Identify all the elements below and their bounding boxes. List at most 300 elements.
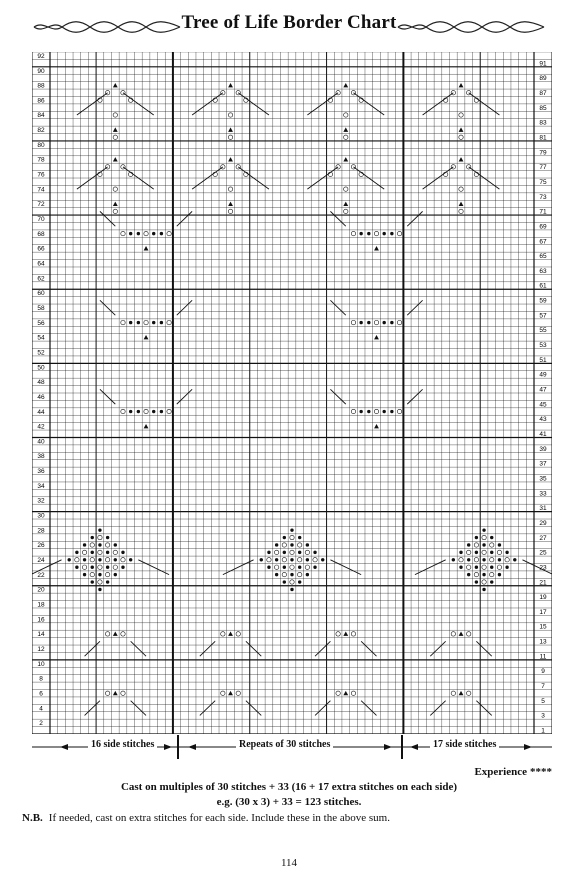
yarn-over-symbol — [482, 535, 486, 539]
cable-line-symbol — [100, 300, 115, 315]
cable-line-symbol — [100, 389, 115, 404]
decrease-symbol — [228, 157, 233, 161]
arrow-left-icon — [188, 744, 196, 750]
row-number-right: 25 — [539, 549, 547, 557]
yarn-over-symbol — [167, 231, 171, 235]
decrease-symbol — [374, 335, 379, 339]
yarn-over-symbol — [121, 691, 125, 695]
yarn-over-symbol — [105, 632, 109, 636]
row-number-right: 23 — [539, 564, 547, 572]
yarn-over-symbol — [374, 320, 378, 324]
row-number-left: 58 — [37, 304, 45, 312]
yarn-over-symbol — [482, 565, 486, 569]
yarn-over-symbol — [144, 231, 148, 235]
experience-rating — [474, 766, 552, 778]
decrease-symbol — [228, 632, 233, 636]
row-number-left: 4 — [39, 705, 43, 713]
bobble-stitch-symbol — [475, 581, 478, 584]
row-number-right: 31 — [539, 505, 547, 513]
yarn-over-symbol — [221, 632, 225, 636]
yarn-over-symbol — [497, 565, 501, 569]
bobble-stitch-symbol — [467, 558, 470, 561]
bobble-stitch-symbol — [137, 410, 140, 413]
yarn-over-symbol — [228, 135, 232, 139]
yarn-over-symbol — [228, 113, 232, 117]
page-number: 114 — [280, 857, 298, 869]
yarn-over-symbol — [113, 209, 117, 213]
row-number-right: 85 — [539, 104, 547, 112]
yarn-over-symbol — [351, 691, 355, 695]
yarn-over-symbol — [297, 572, 301, 576]
row-number-right: 77 — [539, 164, 547, 172]
bobble-stitch-symbol — [122, 566, 125, 569]
bobble-stitch-symbol — [298, 536, 301, 539]
bobble-stitch-symbol — [99, 588, 102, 591]
bobble-stitch-symbol — [152, 321, 155, 324]
yarn-over-symbol — [482, 580, 486, 584]
decrease-symbol — [459, 202, 464, 206]
decrease-symbol — [113, 202, 118, 206]
row-number-left: 20 — [37, 586, 45, 594]
row-numbers-right — [539, 60, 547, 734]
row-number-right: 65 — [539, 253, 547, 261]
row-number-left: 46 — [37, 393, 45, 401]
decrease-symbol — [144, 246, 149, 250]
cable-line-symbol — [415, 560, 446, 575]
yarn-over-symbol — [351, 231, 355, 235]
bobble-stitch-symbol — [137, 321, 140, 324]
yarn-over-symbol — [466, 691, 470, 695]
yarn-over-symbol — [344, 135, 348, 139]
row-number-right: 9 — [541, 668, 545, 676]
bobble-stitch-symbol — [314, 566, 317, 569]
row-number-right: 19 — [539, 594, 547, 602]
yarn-over-symbol — [282, 572, 286, 576]
bobble-stitch-symbol — [75, 551, 78, 554]
cast-on-instruction: Cast on multiples of 30 stitches + 33 (16 + 17 extra stitches on each side) — [120, 781, 458, 793]
row-number-right: 41 — [539, 430, 547, 438]
yarn-over-symbol — [466, 550, 470, 554]
bobble-stitch-symbol — [291, 558, 294, 561]
yarn-over-symbol — [282, 558, 286, 562]
arrow-left-icon — [60, 744, 68, 750]
cable-line-symbol — [138, 560, 169, 575]
row-number-left: 88 — [37, 82, 45, 90]
decrease-symbol — [228, 83, 233, 87]
arrow-right-icon — [384, 744, 392, 750]
yarn-over-symbol — [459, 187, 463, 191]
row-number-left: 14 — [37, 631, 45, 639]
row-number-left: 66 — [37, 245, 45, 253]
yarn-over-symbol — [290, 580, 294, 584]
decrease-symbol — [459, 83, 464, 87]
bobble-stitch-symbol — [506, 566, 509, 569]
right-side-stitches-label: 17 side stitches — [430, 739, 499, 750]
yarn-over-symbol — [459, 113, 463, 117]
decrease-symbol — [144, 335, 149, 339]
bobble-stitch-symbol — [91, 566, 94, 569]
yarn-over-symbol — [466, 565, 470, 569]
row-number-left: 78 — [37, 156, 45, 164]
yarn-over-symbol — [490, 543, 494, 547]
decrease-symbol — [459, 691, 464, 695]
row-number-left: 76 — [37, 171, 45, 179]
bobble-stitch-symbol — [106, 536, 109, 539]
left-side-stitches-label: 16 side stitches — [88, 739, 157, 750]
yarn-over-symbol — [297, 543, 301, 547]
yarn-over-symbol — [459, 209, 463, 213]
bobble-stitch-symbol — [275, 558, 278, 561]
row-number-right: 49 — [539, 371, 547, 379]
cable-line-symbol — [330, 560, 361, 575]
row-number-right: 35 — [539, 475, 547, 483]
row-number-left: 60 — [37, 290, 45, 298]
bobble-stitch-symbol — [291, 588, 294, 591]
bobble-stitch-symbol — [383, 232, 386, 235]
decrease-symbol — [113, 157, 118, 161]
bobble-stitch-symbol — [283, 551, 286, 554]
bobble-stitch-symbol — [114, 544, 117, 547]
row-number-left: 52 — [37, 349, 45, 357]
row-number-left: 62 — [37, 275, 45, 283]
row-number-right: 61 — [539, 282, 547, 290]
cable-line-symbol — [85, 641, 100, 656]
bobble-stitch-symbol — [483, 558, 486, 561]
experience-label: Experience — [474, 766, 527, 778]
yarn-over-symbol — [451, 632, 455, 636]
bobble-stitch-symbol — [390, 410, 393, 413]
row-number-right: 7 — [541, 683, 545, 691]
row-number-right: 71 — [539, 208, 547, 216]
bobble-stitch-symbol — [498, 544, 501, 547]
decrease-symbol — [343, 157, 348, 161]
bobble-stitch-symbol — [283, 566, 286, 569]
bobble-stitch-symbol — [452, 558, 455, 561]
bobble-stitch-symbol — [490, 536, 493, 539]
bobble-stitch-symbol — [268, 551, 271, 554]
row-number-left: 32 — [37, 497, 45, 505]
cable-line-symbol — [407, 389, 422, 404]
bobble-stitch-symbol — [106, 566, 109, 569]
bobble-stitch-symbol — [291, 529, 294, 532]
yarn-over-symbol — [274, 565, 278, 569]
yarn-over-symbol — [105, 543, 109, 547]
yarn-over-symbol — [144, 320, 148, 324]
bobble-stitch-symbol — [68, 558, 71, 561]
bobble-stitch-symbol — [498, 558, 501, 561]
decrease-symbol — [228, 202, 233, 206]
cable-line-symbol — [522, 560, 552, 575]
bobble-stitch-symbol — [160, 410, 163, 413]
chart-motifs — [32, 83, 552, 716]
bobble-stitch-symbol — [475, 551, 478, 554]
yarn-over-symbol — [474, 558, 478, 562]
cable-line-symbol — [177, 389, 192, 404]
yarn-over-symbol — [336, 691, 340, 695]
row-number-left: 16 — [37, 616, 45, 624]
yarn-over-symbol — [121, 231, 125, 235]
row-number-right: 75 — [539, 178, 547, 186]
cable-line-symbol — [430, 641, 445, 656]
row-number-left: 8 — [39, 675, 43, 683]
yarn-over-symbol — [82, 550, 86, 554]
bobble-stitch-symbol — [506, 551, 509, 554]
row-number-left: 12 — [37, 645, 45, 653]
row-number-left: 86 — [37, 97, 45, 105]
cable-line-symbol — [407, 300, 422, 315]
yarn-over-symbol — [90, 543, 94, 547]
bobble-stitch-symbol — [106, 581, 109, 584]
row-number-left: 24 — [37, 557, 45, 565]
decrease-symbol — [343, 632, 348, 636]
yarn-over-symbol — [98, 565, 102, 569]
bobble-stitch-symbol — [260, 558, 263, 561]
chart-grid — [32, 52, 552, 734]
note-text: If needed, cast on extra stitches for each side. Include these in the above sum. — [48, 812, 390, 824]
bobble-stitch-symbol — [467, 544, 470, 547]
yarn-over-symbol — [505, 558, 509, 562]
row-number-left: 80 — [37, 141, 45, 149]
row-number-right: 81 — [539, 134, 547, 142]
yarn-over-symbol — [305, 550, 309, 554]
bobble-stitch-symbol — [321, 558, 324, 561]
bobble-stitch-symbol — [460, 551, 463, 554]
yarn-over-symbol — [274, 550, 278, 554]
bobble-stitch-symbol — [137, 232, 140, 235]
bobble-stitch-symbol — [291, 544, 294, 547]
row-number-right: 79 — [539, 149, 547, 157]
decrease-symbol — [374, 246, 379, 250]
yarn-over-symbol — [474, 543, 478, 547]
row-number-left: 44 — [37, 408, 45, 416]
bobble-stitch-symbol — [152, 232, 155, 235]
title-row — [0, 6, 578, 46]
bobble-stitch-symbol — [129, 321, 132, 324]
cable-line-symbol — [476, 641, 491, 656]
row-number-right: 27 — [539, 534, 547, 542]
bobble-stitch-symbol — [99, 529, 102, 532]
bobble-stitch-symbol — [306, 544, 309, 547]
yarn-over-symbol — [113, 113, 117, 117]
decrease-symbol — [459, 157, 464, 161]
decrease-symbol — [144, 424, 149, 428]
bobble-stitch-symbol — [275, 544, 278, 547]
cable-line-symbol — [100, 211, 115, 226]
row-number-right: 15 — [539, 623, 547, 631]
bobble-stitch-symbol — [283, 536, 286, 539]
cable-line-symbol — [361, 701, 376, 716]
note — [22, 812, 390, 824]
bobble-stitch-symbol — [283, 581, 286, 584]
bobble-stitch-symbol — [99, 558, 102, 561]
yarn-over-symbol — [267, 558, 271, 562]
cable-line-symbol — [315, 701, 330, 716]
yarn-over-symbol — [397, 231, 401, 235]
bobble-stitch-symbol — [367, 410, 370, 413]
arrow-right-icon — [524, 744, 532, 750]
row-number-left: 42 — [37, 423, 45, 431]
bobble-stitch-symbol — [129, 558, 132, 561]
yarn-over-symbol — [75, 558, 79, 562]
cable-line-symbol — [407, 211, 422, 226]
row-number-left: 50 — [37, 364, 45, 372]
row-number-left: 70 — [37, 216, 45, 224]
bobble-stitch-symbol — [475, 536, 478, 539]
yarn-over-symbol — [344, 209, 348, 213]
bobble-stitch-symbol — [483, 573, 486, 576]
bobble-stitch-symbol — [360, 232, 363, 235]
cable-line-symbol — [246, 701, 261, 716]
row-number-left: 18 — [37, 601, 45, 609]
bobble-stitch-symbol — [106, 551, 109, 554]
bobble-stitch-symbol — [314, 551, 317, 554]
row-number-left: 6 — [39, 690, 43, 698]
row-number-right: 29 — [539, 519, 547, 527]
cable-line-symbol — [361, 641, 376, 656]
yarn-over-symbol — [466, 632, 470, 636]
cable-line-symbol — [131, 641, 146, 656]
cable-line-symbol — [177, 300, 192, 315]
yarn-over-symbol — [121, 558, 125, 562]
yarn-over-symbol — [113, 550, 117, 554]
repeat-label: Repeats of 30 stitches — [236, 739, 333, 750]
yarn-over-symbol — [474, 572, 478, 576]
yarn-over-symbol — [121, 409, 125, 413]
bobble-stitch-symbol — [383, 321, 386, 324]
row-number-left: 82 — [37, 127, 45, 135]
row-number-right: 47 — [539, 386, 547, 394]
yarn-over-symbol — [305, 565, 309, 569]
yarn-over-symbol — [497, 550, 501, 554]
yarn-over-symbol — [236, 632, 240, 636]
yarn-over-symbol — [490, 558, 494, 562]
yarn-over-symbol — [290, 550, 294, 554]
cable-line-symbol — [177, 211, 192, 226]
row-number-left: 28 — [37, 527, 45, 535]
yarn-over-symbol — [105, 691, 109, 695]
decrease-symbol — [113, 632, 118, 636]
bobble-stitch-symbol — [513, 558, 516, 561]
bobble-stitch-symbol — [390, 321, 393, 324]
yarn-over-symbol — [121, 632, 125, 636]
bobble-stitch-symbol — [91, 551, 94, 554]
bobble-stitch-symbol — [306, 558, 309, 561]
row-number-left: 2 — [39, 720, 43, 728]
right-flourish-icon — [396, 20, 546, 34]
row-number-left: 56 — [37, 319, 45, 327]
bobble-stitch-symbol — [83, 558, 86, 561]
bobble-stitch-symbol — [498, 573, 501, 576]
decrease-symbol — [343, 127, 348, 131]
row-numbers-left — [37, 53, 45, 727]
row-number-right: 87 — [539, 89, 547, 97]
row-number-right: 53 — [539, 342, 547, 350]
cable-line-symbol — [223, 560, 254, 575]
bobble-stitch-symbol — [83, 544, 86, 547]
cable-line-symbol — [330, 300, 345, 315]
yarn-over-symbol — [228, 209, 232, 213]
cable-line-symbol — [315, 641, 330, 656]
yarn-over-symbol — [98, 580, 102, 584]
cable-line-symbol — [246, 641, 261, 656]
bobble-stitch-symbol — [75, 566, 78, 569]
yarn-over-symbol — [113, 187, 117, 191]
yarn-over-symbol — [490, 572, 494, 576]
row-number-right: 73 — [539, 193, 547, 201]
row-number-right: 63 — [539, 267, 547, 275]
bobble-stitch-symbol — [306, 573, 309, 576]
row-number-left: 84 — [37, 112, 45, 120]
bobble-stitch-symbol — [129, 232, 132, 235]
row-number-left: 54 — [37, 334, 45, 342]
row-number-right: 83 — [539, 119, 547, 127]
row-number-left: 74 — [37, 186, 45, 194]
yarn-over-symbol — [221, 691, 225, 695]
bobble-stitch-symbol — [367, 232, 370, 235]
row-number-left: 22 — [37, 571, 45, 579]
yarn-over-symbol — [98, 550, 102, 554]
bobble-stitch-symbol — [298, 581, 301, 584]
row-number-right: 57 — [539, 312, 547, 320]
yarn-over-symbol — [113, 135, 117, 139]
bobble-stitch-symbol — [160, 232, 163, 235]
yarn-over-symbol — [105, 572, 109, 576]
yarn-over-symbol — [482, 550, 486, 554]
yarn-over-symbol — [105, 558, 109, 562]
row-number-right: 1 — [541, 727, 545, 734]
row-number-right: 11 — [539, 653, 547, 661]
yarn-over-symbol — [236, 691, 240, 695]
bobble-stitch-symbol — [99, 573, 102, 576]
decrease-symbol — [459, 127, 464, 131]
decrease-symbol — [374, 424, 379, 428]
decrease-symbol — [113, 83, 118, 87]
bobble-stitch-symbol — [129, 410, 132, 413]
cable-line-symbol — [430, 701, 445, 716]
bobble-stitch-symbol — [91, 536, 94, 539]
row-number-left: 40 — [37, 438, 45, 446]
bobble-stitch-symbol — [291, 573, 294, 576]
bobble-stitch-symbol — [298, 566, 301, 569]
bobble-stitch-symbol — [360, 410, 363, 413]
yarn-over-symbol — [459, 135, 463, 139]
bobble-stitch-symbol — [367, 321, 370, 324]
row-number-left: 10 — [37, 660, 45, 668]
yarn-over-symbol — [90, 558, 94, 562]
bobble-stitch-symbol — [114, 573, 117, 576]
bobble-stitch-symbol — [490, 566, 493, 569]
bobble-stitch-symbol — [475, 566, 478, 569]
bobble-stitch-symbol — [91, 581, 94, 584]
bobble-stitch-symbol — [298, 551, 301, 554]
cable-line-symbol — [85, 701, 100, 716]
row-number-left: 30 — [37, 512, 45, 520]
decrease-symbol — [343, 691, 348, 695]
bobble-stitch-symbol — [268, 566, 271, 569]
yarn-over-symbol — [351, 632, 355, 636]
row-number-left: 36 — [37, 468, 45, 476]
yarn-over-symbol — [167, 409, 171, 413]
row-number-left: 64 — [37, 260, 45, 268]
yarn-over-symbol — [336, 632, 340, 636]
yarn-over-symbol — [90, 572, 94, 576]
bobble-stitch-symbol — [490, 551, 493, 554]
cable-line-symbol — [330, 389, 345, 404]
cable-line-symbol — [200, 701, 215, 716]
yarn-over-symbol — [459, 558, 463, 562]
bobble-stitch-symbol — [122, 551, 125, 554]
row-number-left: 92 — [37, 52, 45, 60]
